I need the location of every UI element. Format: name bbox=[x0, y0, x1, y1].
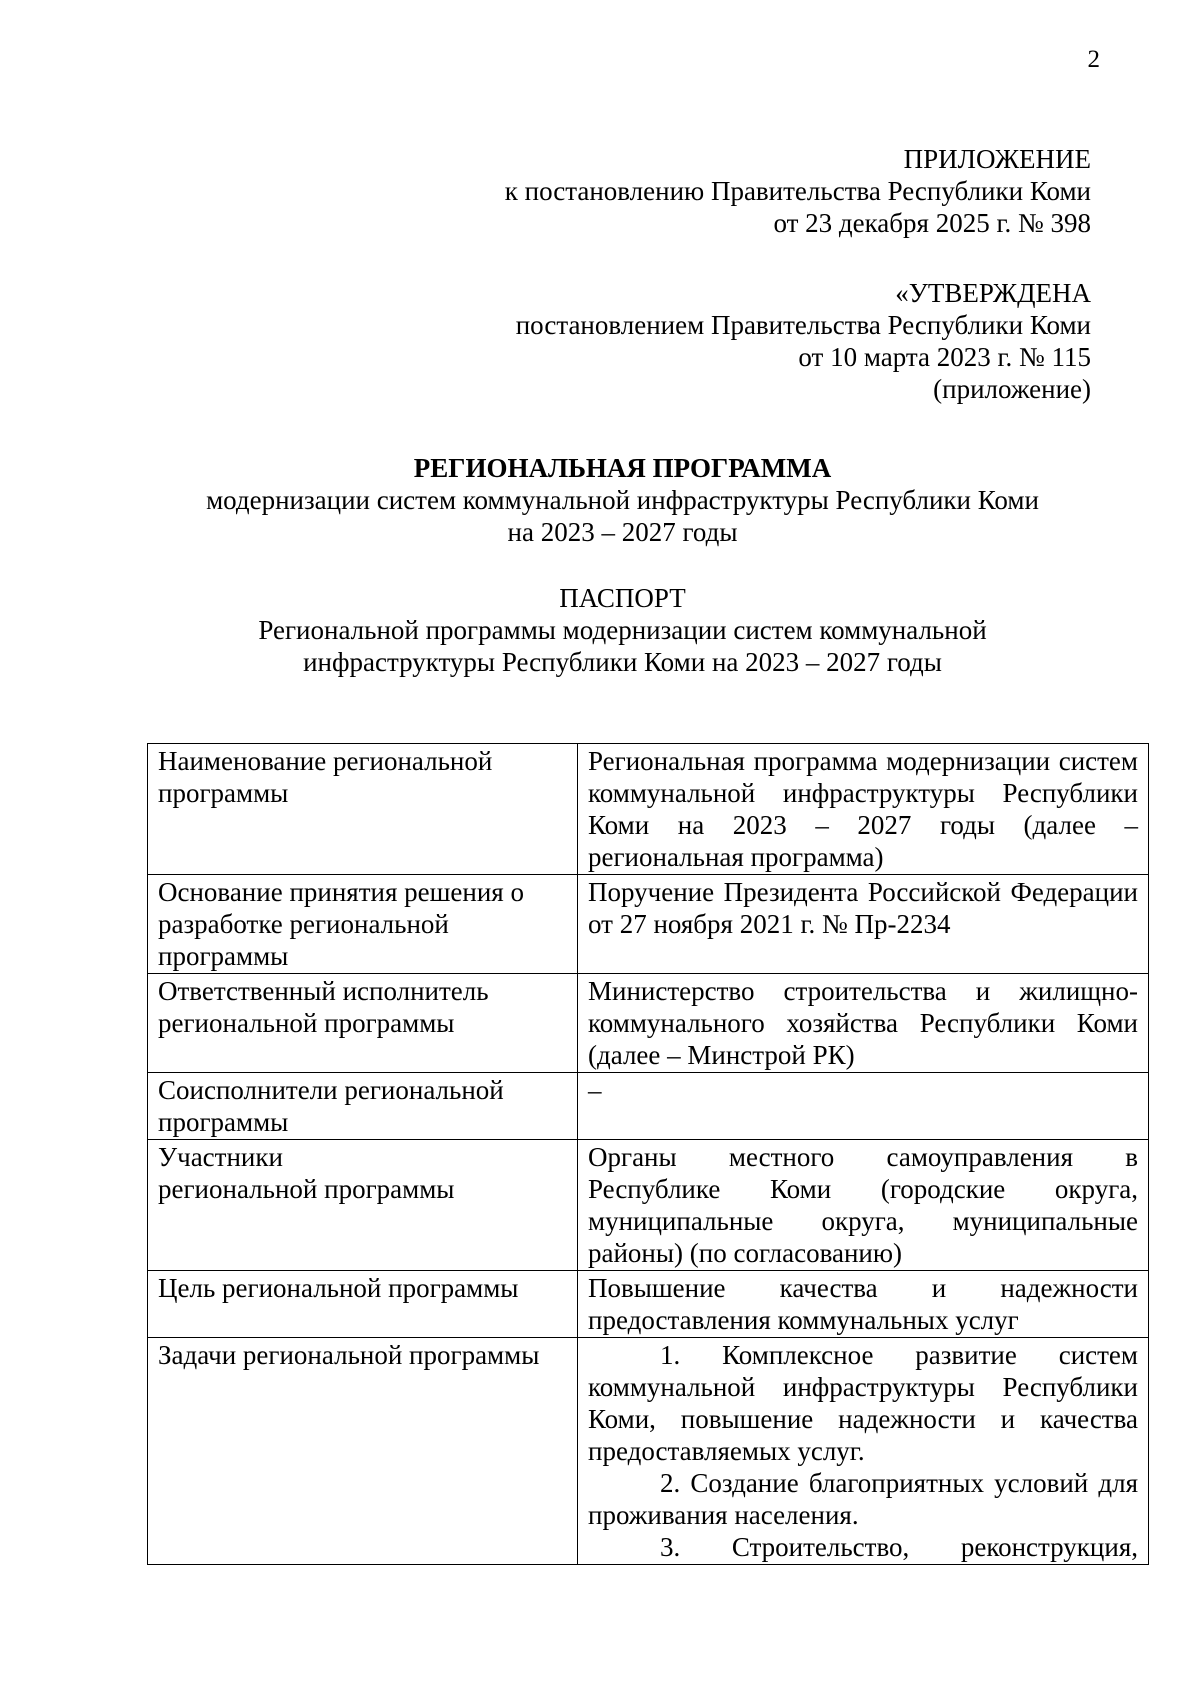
row-value bbox=[578, 1338, 1149, 1565]
task-item: 1. Комплексное развитие систем коммунальной инфраструктуры Республики Коми, повышение надежности и качества предоставляемых услуг. bbox=[588, 1340, 1138, 1466]
row-value: Региональная программа модернизации систем коммунальной инфраструктуры Республики Коми на 2023 – 2027 годы (далее – региональная программа) bbox=[578, 744, 1149, 875]
table-row bbox=[148, 1073, 1149, 1140]
passport-subtitle-line-2: инфраструктуры Республики Коми на 2023 – 2027 годы bbox=[303, 647, 942, 677]
row-label-line-2: региональной программы bbox=[158, 1174, 455, 1204]
approved-line-3: (приложение) bbox=[933, 374, 1091, 404]
appendix-line-1: к постановлению Правительства Республики Коми bbox=[504, 176, 1091, 206]
task-item: 2. Создание благоприятных условий для проживания населения. bbox=[588, 1468, 1138, 1530]
row-value: Поручение Президента Российской Федерации от 27 ноября 2021 г. № Пр-2234 bbox=[578, 875, 1149, 974]
table-row bbox=[148, 974, 1149, 1073]
program-subtitle-line-2: на 2023 – 2027 годы bbox=[507, 517, 738, 547]
program-title: РЕГИОНАЛЬНАЯ ПРОГРАММА bbox=[413, 453, 832, 483]
table-row bbox=[148, 1140, 1149, 1271]
row-label: Основание принятия решения о разработке региональной программы bbox=[148, 875, 578, 974]
page-number: 2 bbox=[1087, 46, 1100, 73]
row-label: Соисполнители региональной программы bbox=[148, 1073, 578, 1140]
row-label: Ответственный исполнитель региональной программы bbox=[148, 974, 578, 1073]
row-label: Наименование региональной программы bbox=[148, 744, 578, 875]
passport-table bbox=[147, 743, 1149, 1565]
table-row bbox=[148, 1338, 1149, 1565]
row-label: Задачи региональной программы bbox=[148, 1338, 578, 1565]
approved-title: «УТВЕРЖДЕНА bbox=[895, 278, 1091, 308]
approved-line-2: от 10 марта 2023 г. № 115 bbox=[798, 342, 1091, 372]
appendix-line-2: от 23 декабря 2025 г. № 398 bbox=[773, 208, 1091, 238]
row-label bbox=[148, 1140, 578, 1271]
row-value: Органы местного самоуправления в Республике Коми (городские округа, муниципальные округа, муниципальные районы) (по согласованию) bbox=[578, 1140, 1149, 1271]
appendix-title: ПРИЛОЖЕНИЕ bbox=[903, 144, 1091, 174]
passport-subtitle-line-1: Региональной программы модернизации систем коммунальной bbox=[258, 615, 987, 645]
row-value: – bbox=[578, 1073, 1149, 1140]
passport-title-block bbox=[0, 582, 1200, 678]
appendix-header bbox=[505, 143, 1091, 239]
program-title-block bbox=[0, 452, 1200, 548]
approved-line-1: постановлением Правительства Республики Коми bbox=[515, 310, 1091, 340]
task-item: 3. Строительство, реконструкция, bbox=[660, 1532, 1138, 1562]
row-label-line-1: Участники bbox=[158, 1142, 283, 1172]
row-value: Повышение качества и надежности предоставления коммунальных услуг bbox=[578, 1271, 1149, 1338]
approved-header bbox=[516, 277, 1091, 405]
row-value: Министерство строительства и жилищно-коммунального хозяйства Республики Коми (далее – Минстрой РК) bbox=[578, 974, 1149, 1073]
table-row bbox=[148, 744, 1149, 875]
program-subtitle-line-1: модернизации систем коммунальной инфраструктуры Республики Коми bbox=[206, 485, 1039, 515]
table-row bbox=[148, 1271, 1149, 1338]
table-row bbox=[148, 875, 1149, 974]
passport-title: ПАСПОРТ bbox=[559, 583, 686, 613]
row-label: Цель региональной программы bbox=[148, 1271, 578, 1338]
